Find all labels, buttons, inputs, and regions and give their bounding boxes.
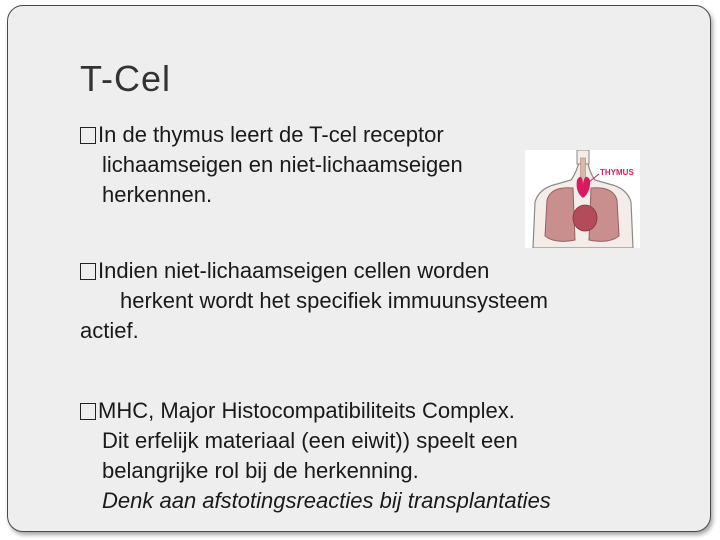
- bullet-1-line-3: herkennen.: [102, 182, 213, 207]
- bullet-1-line-1: In de thymus leert de T-cel receptor: [98, 122, 444, 147]
- bullet-2: [80, 256, 548, 346]
- bullet-2-line-2: herkent wordt het specifiek immuunsysteem: [120, 288, 548, 313]
- bullet-1: [80, 120, 463, 210]
- bullet-1-line-2: lichaamseigen en niet-lichaamseigen: [102, 152, 463, 177]
- bullet-3: [80, 396, 551, 516]
- bullet-3-line-1: MHC, Major Histocompatibiliteits Complex.: [98, 398, 515, 423]
- bullet-box-icon: [80, 127, 96, 144]
- bullet-2-line-3: actief.: [80, 318, 139, 343]
- bullet-box-icon: [80, 403, 96, 420]
- thymus-anatomy-illustration: [525, 150, 640, 248]
- thymus-label: THYMUS: [600, 168, 634, 177]
- bullet-3-line-3: belangrijke rol bij de herkenning.: [102, 458, 419, 483]
- bullet-2-line-1: Indien niet-lichaamseigen cellen worden: [98, 258, 490, 283]
- bullet-box-icon: [80, 263, 96, 280]
- slide-title: T-Cel: [80, 58, 172, 99]
- bullet-3-line-2: Dit erfelijk materiaal (een eiwit)) speelt een: [102, 428, 518, 453]
- bullet-3-line-4: Denk aan afstotingsreacties bij transplantaties: [102, 488, 551, 513]
